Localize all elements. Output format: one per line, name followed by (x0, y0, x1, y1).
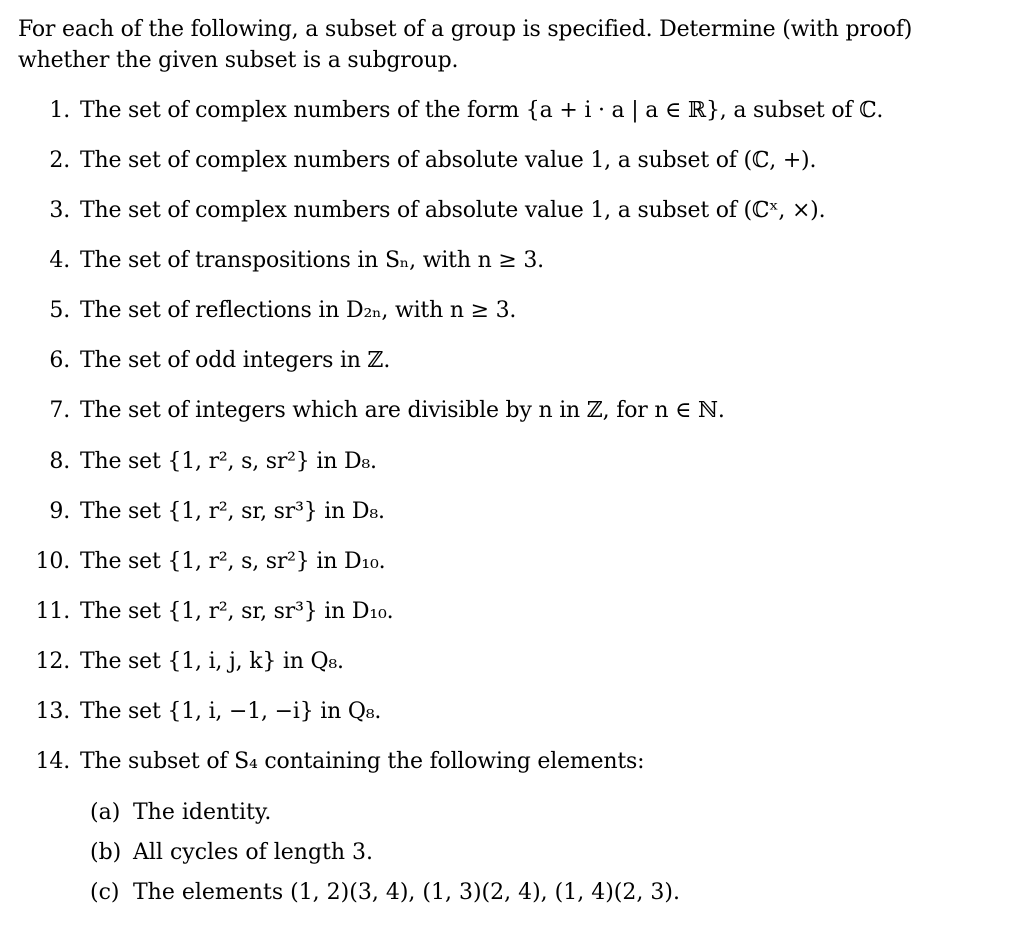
problem-text: The set {1, i, −1, −i} in Q₈. (80, 699, 382, 724)
subitem-label: (c) (90, 880, 120, 905)
problem-number: 9. (49, 499, 70, 524)
problem-number: 5. (49, 298, 70, 323)
problem-number: 10. (35, 549, 70, 574)
problem-number: 4. (49, 248, 70, 273)
problem-text: The set of complex numbers of absolute value 1, a subset of (ℂˣ, ×). (80, 198, 826, 223)
intro-paragraph: For each of the following, a subset of a group is specified. Determine (with proof) whether the given subset is a subgroup. (18, 17, 913, 73)
subitem-text: The elements (1, 2)(3, 4), (1, 3)(2, 4), (1, 4)(2, 3). (133, 880, 680, 905)
problem-text: The set {1, r², sr, sr³} in D₁₀. (80, 599, 394, 624)
problem-text: The set of reflections in D₂ₙ, with n ≥ 3. (80, 298, 517, 323)
problem-number: 6. (49, 348, 70, 373)
problem-number: 11. (35, 599, 70, 624)
problem-number: 1. (49, 98, 70, 123)
problem-text: The set of complex numbers of the form {a + i · a | a ∈ ℝ}, a subset of ℂ. (80, 98, 884, 123)
problem-number: 2. (49, 148, 70, 173)
problem-number: 3. (49, 198, 70, 223)
subitem-label: (b) (90, 840, 122, 865)
problem-text: The set of transpositions in Sₙ, with n ≥ 3. (80, 248, 544, 273)
subitem-text: The identity. (133, 800, 272, 825)
problem-number: 13. (35, 699, 70, 724)
subitem-label: (a) (90, 800, 121, 825)
problem-number: 7. (49, 398, 70, 423)
subitem-text: All cycles of length 3. (133, 840, 374, 865)
problem-text: The set of complex numbers of absolute value 1, a subset of (ℂ, +). (80, 148, 817, 173)
problem-text: The set of integers which are divisible by n in ℤ, for n ∈ ℕ. (80, 398, 725, 423)
problem-text: The subset of S₄ containing the following elements: (80, 749, 645, 774)
problem-text: The set of odd integers in ℤ. (80, 348, 391, 373)
problem-number: 14. (35, 749, 70, 774)
problem-text: The set {1, i, j, k} in Q₈. (80, 649, 344, 674)
problem-text: The set {1, r², sr, sr³} in D₈. (80, 499, 385, 524)
problem-text: The set {1, r², s, sr²} in D₈. (80, 449, 377, 474)
problem-number: 8. (49, 449, 70, 474)
problem-number: 12. (35, 649, 70, 674)
problem-text: The set {1, r², s, sr²} in D₁₀. (80, 549, 386, 574)
